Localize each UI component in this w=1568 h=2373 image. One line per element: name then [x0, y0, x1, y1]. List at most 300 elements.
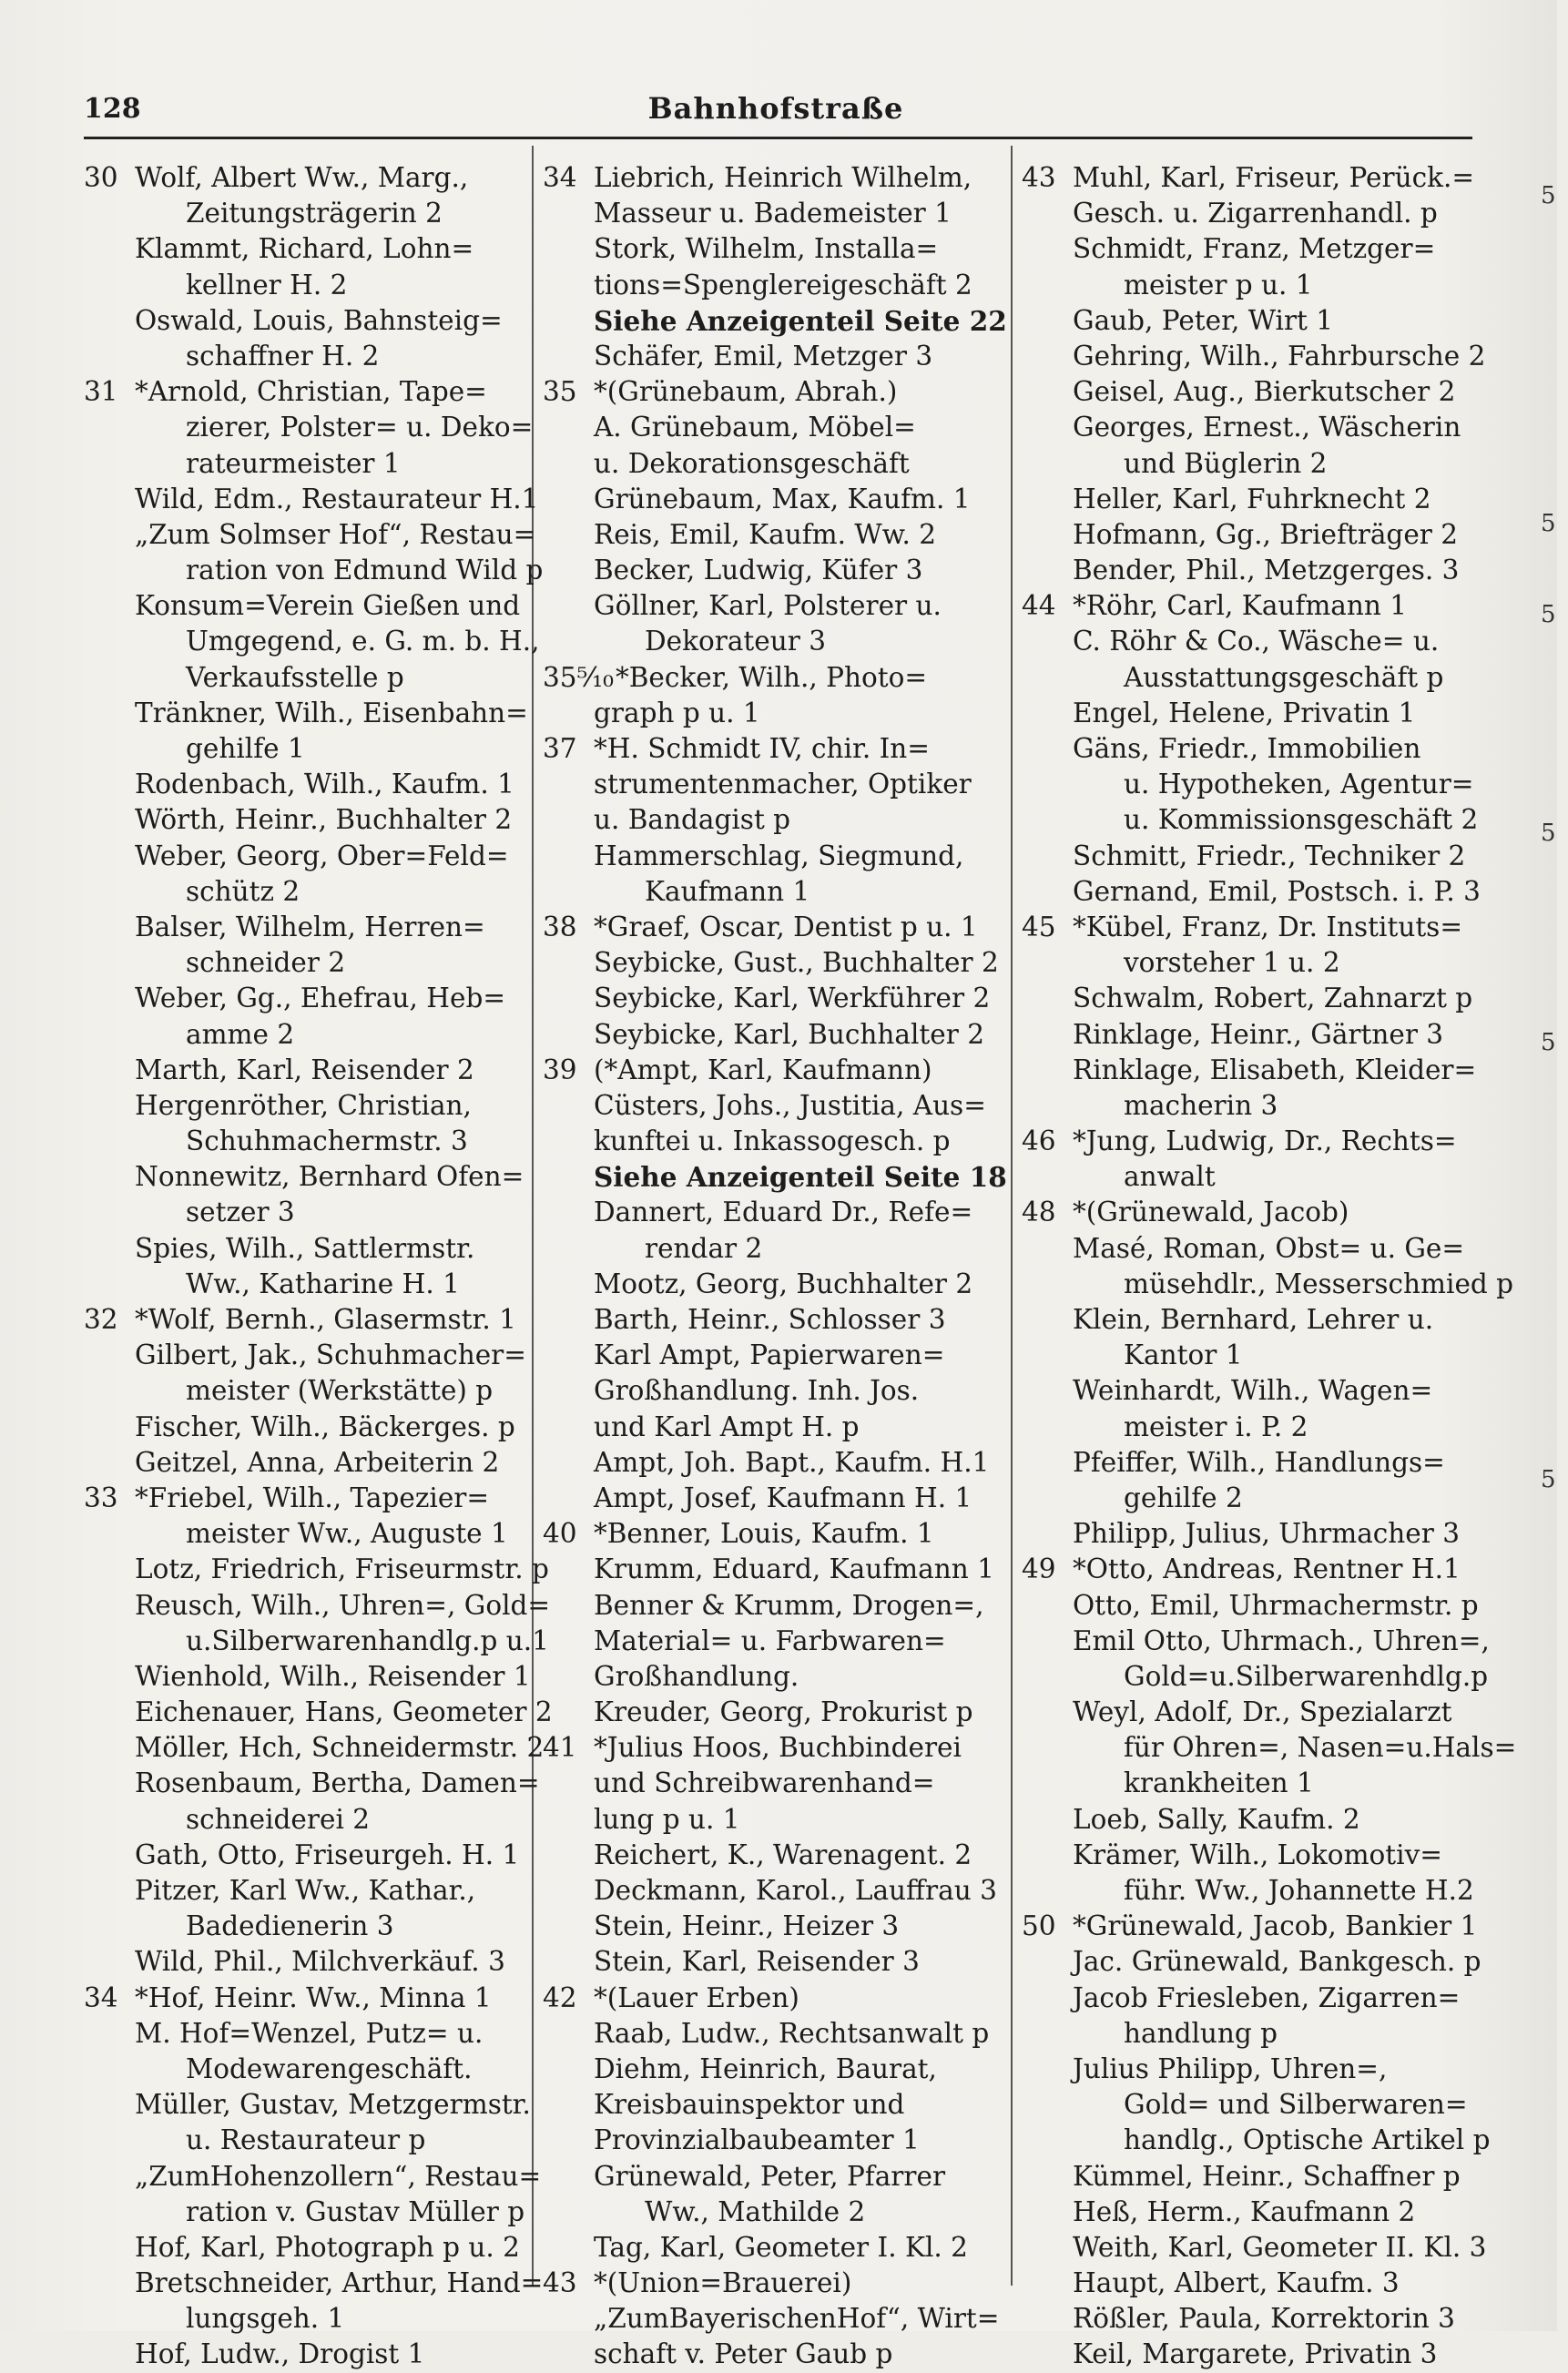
entry-text: *Otto, Andreas, Rentner H.1	[1073, 1553, 1461, 1585]
directory-line	[1022, 2123, 1491, 2158]
directory-line	[543, 1445, 998, 1481]
entry-text: und Büglerin 2	[1124, 447, 1328, 479]
entry-text: Siehe Anzeigenteil Seite 18	[594, 1161, 1007, 1194]
directory-line	[543, 231, 998, 267]
house-number: 40	[543, 1518, 577, 1550]
entry-text: Klein, Bernhard, Lehrer u.	[1073, 1304, 1434, 1335]
directory-line	[1022, 1588, 1479, 1624]
entry-text: rendar 2	[645, 1232, 763, 1264]
directory-line	[543, 303, 1007, 339]
directory-line	[84, 1159, 524, 1195]
directory-line	[543, 446, 998, 482]
entry-text: schneiderei 2	[186, 1803, 371, 1835]
running-head: Bahnhofstraße	[647, 91, 904, 126]
house-number-entry	[84, 160, 521, 196]
entry-text: u. Restaurateur p	[186, 2124, 426, 2156]
directory-line	[1022, 196, 1459, 231]
entry-text: handlung p	[1124, 2017, 1278, 2049]
entry-text: Ampt, Joh. Bapt., Kaufm. H.1	[594, 1446, 990, 1478]
entry-text: Badedienerin 3	[186, 1910, 394, 1942]
entry-text: graph p u. 1	[594, 697, 760, 728]
entry-text: Pitzer, Karl Ww., Kathar.,	[135, 1875, 476, 1906]
margin-number: 5	[1541, 182, 1556, 209]
house-number: 43	[543, 2267, 577, 2299]
margin-numbers	[1541, 0, 1568, 2331]
entry-text: Reichert, K., Warenagent. 2	[594, 1838, 972, 1870]
directory-line	[84, 2266, 544, 2301]
entry-text: Kantor 1	[1124, 1339, 1243, 1371]
directory-line	[84, 1552, 549, 1587]
entry-text: Liebrich, Heinrich Wilhelm,	[594, 162, 972, 193]
directory-line	[1022, 2266, 1459, 2301]
house-number: 48	[1022, 1197, 1056, 1228]
entry-text: Bender, Phil., Metzgerges. 3	[1073, 555, 1460, 586]
column-1	[84, 160, 553, 2370]
entry-text: Diehm, Heinrich, Baurat,	[594, 2052, 937, 2084]
entry-text: *Jung, Ludwig, Dr., Rechts=	[1073, 1125, 1457, 1157]
directory-line	[543, 1588, 998, 1624]
entry-text: Gaub, Peter, Wirt 1	[1073, 304, 1334, 336]
entry-text: Jacob Friesleben, Zigarren=	[1073, 1981, 1461, 2013]
directory-line	[543, 1802, 998, 1838]
house-number-entry	[543, 1730, 998, 1766]
directory-line	[543, 1124, 998, 1159]
directory-line	[1022, 981, 1473, 1016]
directory-line	[84, 1088, 521, 1124]
directory-line	[543, 802, 998, 838]
entry-text: zierer, Polster= u. Deko=	[186, 412, 534, 443]
entry-text: Weinhardt, Wilh., Wagen=	[1073, 1375, 1433, 1407]
directory-line	[1022, 1944, 1481, 1980]
entry-text: *Becker, Wilh., Photo=	[616, 661, 928, 693]
directory-line	[1022, 517, 1459, 553]
entry-text: Schuhmachermstr. 3	[186, 1125, 468, 1157]
directory-line	[84, 2337, 521, 2372]
entry-text: Philipp, Julius, Uhrmacher 3	[1073, 1518, 1461, 1550]
directory-line	[1022, 1267, 1514, 1302]
house-number-entry	[84, 1481, 521, 1516]
directory-line	[84, 482, 539, 517]
entry-text: Göllner, Karl, Polsterer u.	[594, 590, 942, 622]
entry-text: u. Bandagist p	[594, 804, 791, 836]
directory-line	[1022, 660, 1459, 696]
entry-text: *Friebel, Wilh., Tapezier=	[135, 1482, 490, 1513]
entry-text: ration v. Gustav Müller p	[186, 2195, 525, 2227]
directory-line	[1022, 802, 1479, 838]
house-number: 45	[1022, 911, 1056, 942]
entry-text: Schmidt, Franz, Metzger=	[1073, 233, 1436, 265]
directory-line	[1022, 1338, 1459, 1373]
entry-text: Stein, Karl, Reisender 3	[594, 1946, 920, 1978]
entry-text: Provinzialbaubeamter 1	[594, 2124, 920, 2156]
directory-line	[543, 874, 998, 910]
entry-text: gehilfe 2	[1124, 1482, 1243, 1513]
entry-text: Gold= und Silberwaren=	[1124, 2089, 1468, 2121]
house-number: 43	[1022, 162, 1056, 193]
entry-text: *Arnold, Christian, Tape=	[135, 376, 487, 408]
house-number-entry	[543, 1981, 998, 2016]
directory-line	[1022, 1981, 1459, 2016]
margin-number: 5	[1541, 601, 1556, 628]
margin-number: 5	[1541, 820, 1556, 847]
directory-line	[1022, 2230, 1487, 2266]
entry-text: Gehring, Wilh., Fahrbursche 2	[1073, 340, 1486, 372]
entry-text: Reis, Emil, Kaufm. Ww. 2	[594, 518, 936, 550]
entry-text: Verkaufsstelle p	[186, 661, 404, 693]
entry-text: Becker, Ludwig, Küfer 3	[594, 555, 923, 586]
directory-line	[84, 1410, 521, 1445]
house-number: 35⁵⁄₁₀	[543, 661, 614, 693]
entry-text: anwalt	[1124, 1161, 1216, 1193]
directory-line	[84, 517, 536, 553]
directory-line	[1022, 1410, 1459, 1445]
entry-text: Gold=u.Silberwarenhdlg.p	[1124, 1660, 1489, 1692]
directory-line	[84, 2230, 521, 2266]
directory-line	[543, 2301, 998, 2337]
entry-text: rateurmeister 1	[186, 447, 401, 479]
entry-text: Muhl, Karl, Friseur, Perück.=	[1073, 162, 1475, 193]
directory-line	[84, 2301, 521, 2337]
page-header	[84, 89, 1468, 135]
entry-text: Hof, Karl, Photograph p u. 2	[135, 2231, 520, 2263]
directory-line	[1022, 2337, 1459, 2372]
directory-line	[543, 1873, 998, 1909]
directory-line	[1022, 1373, 1459, 1409]
house-number: 46	[1022, 1125, 1056, 1157]
directory-line	[543, 1766, 998, 1801]
house-number-entry	[84, 1302, 521, 1338]
directory-line	[84, 303, 521, 339]
directory-line	[1022, 1624, 1490, 1659]
house-number: 34	[84, 1981, 118, 2013]
entry-text: Deckmann, Karol., Lauffrau 3	[594, 1875, 997, 1906]
entry-text: *Benner, Louis, Kaufm. 1	[594, 1518, 934, 1550]
entry-text: meister p u. 1	[1124, 269, 1313, 300]
entry-text: *Wolf, Bernh., Glasermstr. 1	[135, 1304, 516, 1335]
directory-line	[1022, 1873, 1474, 1909]
house-number-entry	[543, 2266, 998, 2301]
entry-text: Benner & Krumm, Drogen=,	[594, 1589, 984, 1621]
entry-text: vorsteher 1 u. 2	[1124, 947, 1340, 979]
directory-line	[1022, 945, 1459, 981]
directory-line	[1022, 446, 1459, 482]
directory-line	[1022, 1766, 1459, 1801]
directory-line	[1022, 839, 1466, 874]
entry-text: Großhandlung. Inh. Jos.	[594, 1375, 920, 1407]
entry-text: Nonnewitz, Bernhard Ofen=	[135, 1161, 524, 1193]
entry-text: schaft v. Peter Gaub p	[594, 2338, 893, 2370]
house-number: 35	[543, 376, 577, 408]
entry-text: C. Röhr & Co., Wäsche= u.	[1073, 626, 1440, 657]
directory-line	[84, 2087, 531, 2123]
entry-text: Gernand, Emil, Postsch. i. P. 3	[1073, 875, 1481, 907]
entry-text: Schmitt, Friedr., Techniker 2	[1073, 840, 1466, 871]
entry-text: Grünewald, Peter, Pfarrer	[594, 2160, 946, 2192]
directory-line	[84, 1373, 521, 1409]
directory-line	[1022, 410, 1459, 445]
directory-line	[84, 2016, 521, 2052]
entry-text: Krumm, Eduard, Kaufmann 1	[594, 1553, 994, 1585]
column-2	[543, 160, 1007, 2370]
entry-text: *(Lauer Erben)	[594, 1981, 799, 2013]
entry-text: *H. Schmidt IV, chir. In=	[594, 733, 930, 764]
entry-text: Großhandlung.	[594, 1660, 799, 1692]
entry-text: Cüsters, Johs., Justitia, Aus=	[594, 1089, 986, 1121]
house-number: 31	[84, 376, 118, 408]
entry-text: Möller, Hch, Schneidermstr. 2	[135, 1732, 545, 1764]
directory-line	[543, 1695, 998, 1730]
directory-line	[84, 2052, 521, 2087]
directory-line	[1022, 1445, 1459, 1481]
house-number-entry	[84, 374, 521, 410]
directory-line	[1022, 374, 1459, 410]
directory-line	[543, 268, 998, 303]
header-rule	[84, 137, 1472, 139]
directory-line	[84, 339, 521, 374]
directory-line	[84, 660, 521, 696]
entry-text: Raab, Ludw., Rechtsanwalt p	[594, 2017, 990, 2049]
entry-text: u. Kommissionsgeschäft 2	[1124, 804, 1479, 836]
directory-line	[543, 1481, 998, 1516]
entry-text: Rosenbaum, Bertha, Damen=	[135, 1767, 540, 1799]
directory-line	[1022, 1231, 1465, 1267]
house-number: 33	[84, 1482, 118, 1513]
entry-text: u. Hypotheken, Agentur=	[1124, 769, 1474, 800]
directory-line	[84, 839, 521, 874]
directory-line	[84, 1516, 521, 1552]
directory-line	[84, 1909, 521, 1944]
directory-line	[84, 1659, 531, 1695]
directory-line	[84, 1695, 553, 1730]
directory-line	[84, 1944, 521, 1980]
directory-line	[84, 553, 544, 588]
directory-line	[543, 1088, 998, 1124]
entry-text: strumentenmacher, Optiker	[594, 769, 972, 800]
entry-text: Wild, Phil., Milchverkäuf. 3	[135, 1946, 505, 1978]
directory-line	[543, 1624, 998, 1659]
entry-text: führ. Ww., Johannette H.2	[1124, 1875, 1474, 1906]
entry-text: Stein, Heinr., Heizer 3	[594, 1910, 900, 1942]
directory-line	[543, 553, 998, 588]
margin-number: 5	[1541, 1029, 1556, 1056]
directory-line	[84, 2159, 542, 2195]
house-number-entry	[543, 160, 998, 196]
directory-line	[84, 410, 534, 445]
page-number: 128	[84, 93, 141, 125]
entry-text: *Grünewald, Jacob, Bankier 1	[1073, 1910, 1478, 1942]
entry-text: Masseur u. Bademeister 1	[594, 198, 952, 229]
directory-line	[84, 1624, 549, 1659]
entry-text: Loeb, Sally, Kaufm. 2	[1073, 1803, 1360, 1835]
entry-text: Heller, Karl, Fuhrknecht 2	[1073, 483, 1431, 514]
entry-text: Kreisbauinspektor und	[594, 2089, 905, 2121]
entry-text: Kaufmann 1	[645, 875, 810, 907]
entry-text: Rinklage, Heinr., Gärtner 3	[1073, 1018, 1444, 1050]
directory-line	[543, 1231, 998, 1267]
directory-line	[1022, 2052, 1459, 2087]
directory-line	[1022, 553, 1459, 588]
entry-text: Rößler, Paula, Korrektorin 3	[1073, 2303, 1455, 2335]
entry-text: Engel, Helene, Privatin 1	[1073, 697, 1416, 728]
house-number-entry	[543, 910, 998, 945]
directory-line	[543, 588, 998, 624]
entry-text: Stork, Wilhelm, Installa=	[594, 233, 939, 265]
margin-number: 5	[1541, 1466, 1556, 1493]
column-divider	[532, 146, 534, 2286]
house-number-entry	[543, 374, 998, 410]
entry-text: Kümmel, Heinr., Schaffner p	[1073, 2160, 1461, 2192]
entry-text: amme 2	[186, 1018, 295, 1050]
entry-text: Ww., Katharine H. 1	[186, 1268, 460, 1299]
directory-line	[1022, 1516, 1459, 1552]
directory-line	[543, 839, 998, 874]
entry-text: Müller, Gustav, Metzgermstr.	[135, 2089, 531, 2121]
entry-text: u. Dekorationsgeschäft	[594, 447, 910, 479]
entry-text: Marth, Karl, Reisender 2	[135, 1054, 474, 1085]
directory-line	[84, 981, 521, 1016]
entry-text: setzer 3	[186, 1197, 295, 1228]
directory-line	[1022, 268, 1459, 303]
directory-line	[543, 945, 998, 981]
entry-text: *Kübel, Franz, Dr. Instituts=	[1073, 911, 1463, 942]
directory-line	[84, 1730, 545, 1766]
directory-line	[1022, 767, 1474, 802]
entry-text: Haupt, Albert, Kaufm. 3	[1073, 2267, 1400, 2299]
directory-line	[1022, 1053, 1477, 1088]
entry-text: Karl Ampt, Papierwaren=	[594, 1339, 945, 1371]
directory-line	[543, 696, 998, 731]
entry-text: krankheiten 1	[1124, 1767, 1314, 1799]
entry-text: lungsgeh. 1	[186, 2303, 345, 2335]
directory-line	[84, 446, 521, 482]
directory-line	[543, 1017, 998, 1053]
entry-text: Seybicke, Gust., Buchhalter 2	[594, 947, 999, 979]
entry-text: Weith, Karl, Geometer II. Kl. 3	[1073, 2231, 1487, 2263]
entry-text: Hof, Ludw., Drogist 1	[135, 2338, 425, 2370]
entry-text: kellner H. 2	[186, 269, 348, 300]
entry-text: „ZumBayerischenHof“, Wirt=	[594, 2303, 1000, 2335]
entry-text: für Ohren=, Nasen=u.Hals=	[1124, 1732, 1517, 1764]
directory-line	[84, 731, 521, 767]
entry-text: Hergenröther, Christian,	[135, 1089, 472, 1121]
entry-text: *(Grünebaum, Abrah.)	[594, 376, 898, 408]
column-divider	[1011, 146, 1013, 2286]
directory-line	[543, 482, 998, 517]
entry-text: macherin 3	[1124, 1089, 1278, 1121]
directory-line	[84, 588, 521, 624]
entry-text: Gäns, Friedr., Immobilien	[1073, 733, 1421, 764]
house-number-entry	[1022, 1552, 1459, 1587]
entry-text: und Schreibwarenhand=	[594, 1767, 935, 1799]
entry-text: Siehe Anzeigenteil Seite 22	[594, 304, 1007, 337]
entry-text: *Graef, Oscar, Dentist p u. 1	[594, 911, 978, 942]
entry-text: Seybicke, Karl, Buchhalter 2	[594, 1018, 984, 1050]
directory-line	[543, 1659, 998, 1695]
house-number-entry	[1022, 1124, 1459, 1159]
entry-text: Material= u. Farbwaren=	[594, 1624, 946, 1656]
house-number-entry	[543, 1053, 998, 1088]
entry-text: gehilfe 1	[186, 733, 305, 764]
directory-line	[543, 624, 998, 659]
entry-text: *Hof, Heinr. Ww., Minna 1	[135, 1981, 492, 2013]
column-3	[1022, 160, 1517, 2370]
entry-text: schütz 2	[186, 875, 300, 907]
entry-text: M. Hof=Wenzel, Putz= u.	[135, 2017, 484, 2049]
entry-text: (*Ampt, Karl, Kaufmann)	[594, 1054, 932, 1085]
entry-text: Rinklage, Elisabeth, Kleider=	[1073, 1054, 1477, 1085]
directory-line	[543, 1552, 998, 1587]
directory-line	[84, 1017, 521, 1053]
entry-text: Dekorateur 3	[645, 626, 826, 657]
directory-line	[84, 1195, 521, 1230]
house-number: 39	[543, 1054, 577, 1085]
entry-text: Kreuder, Georg, Prokurist p	[594, 1696, 973, 1728]
entry-text: *Röhr, Carl, Kaufmann 1	[1073, 590, 1408, 622]
directory-line	[543, 1159, 1007, 1195]
directory-line	[1022, 2195, 1459, 2230]
directory-line	[1022, 1730, 1517, 1766]
directory-line	[1022, 339, 1486, 374]
entry-text: und Karl Ampt H. p	[594, 1411, 860, 1442]
directory-line	[84, 1124, 521, 1159]
directory-line	[1022, 1838, 1459, 1873]
entry-text: Zeitungsträgerin 2	[186, 198, 443, 229]
house-number: 38	[543, 911, 577, 942]
entry-text: Geisel, Aug., Bierkutscher 2	[1073, 376, 1456, 408]
entry-text: Wolf, Albert Ww., Marg.,	[135, 162, 469, 193]
entry-text: Schwalm, Robert, Zahnarzt p	[1073, 983, 1473, 1014]
directory-line	[543, 1302, 998, 1338]
entry-text: Tränkner, Wilh., Eisenbahn=	[135, 697, 528, 728]
directory-line	[543, 1909, 998, 1944]
entry-text: handlg., Optische Artikel p	[1124, 2124, 1491, 2156]
entry-text: Dannert, Eduard Dr., Refe=	[594, 1197, 973, 1228]
directory-line	[543, 2052, 998, 2087]
directory-line	[84, 1873, 521, 1909]
entry-text: kunftei u. Inkassogesch. p	[594, 1125, 951, 1157]
directory-line	[1022, 1159, 1459, 1195]
entry-text: Jac. Grünewald, Bankgesch. p	[1073, 1946, 1481, 1978]
entry-text: Weber, Georg, Ober=Feld=	[135, 840, 509, 871]
directory-line	[543, 2159, 998, 2195]
entry-text: Emil Otto, Uhrmach., Uhren=,	[1073, 1624, 1490, 1656]
entry-text: Ampt, Josef, Kaufmann H. 1	[594, 1482, 972, 1513]
directory-line	[543, 2230, 998, 2266]
directory-line	[543, 1410, 998, 1445]
entry-text: meister (Werkstätte) p	[186, 1375, 494, 1407]
entry-text: tions=Spenglereigeschäft 2	[594, 269, 972, 300]
entry-text: Mootz, Georg, Buchhalter 2	[594, 1268, 973, 1299]
entry-text: Otto, Emil, Uhrmachermstr. p	[1073, 1589, 1479, 1621]
entry-text: „Zum Solmser Hof“, Restau=	[135, 518, 536, 550]
directory-line	[543, 2016, 998, 2052]
entry-text: Gilbert, Jak., Schuhmacher=	[135, 1339, 526, 1371]
entry-text: Hofmann, Gg., Briefträger 2	[1073, 518, 1459, 550]
directory-line	[1022, 2087, 1468, 2123]
entry-text: Reusch, Wilh., Uhren=, Gold=	[135, 1589, 551, 1621]
house-number: 37	[543, 733, 577, 764]
entry-text: meister i. P. 2	[1124, 1411, 1308, 1442]
directory-line	[543, 1338, 998, 1373]
entry-text: Masé, Roman, Obst= u. Ge=	[1073, 1232, 1465, 1264]
entry-text: Modewarengeschäft.	[186, 2052, 473, 2084]
entry-text: Barth, Heinr., Schlosser 3	[594, 1304, 946, 1335]
directory-line	[543, 410, 998, 445]
entry-text: Schäfer, Emil, Metzger 3	[594, 340, 933, 372]
house-number-entry	[84, 1981, 521, 2016]
directory-line	[84, 624, 540, 659]
house-number-entry	[1022, 1909, 1478, 1944]
